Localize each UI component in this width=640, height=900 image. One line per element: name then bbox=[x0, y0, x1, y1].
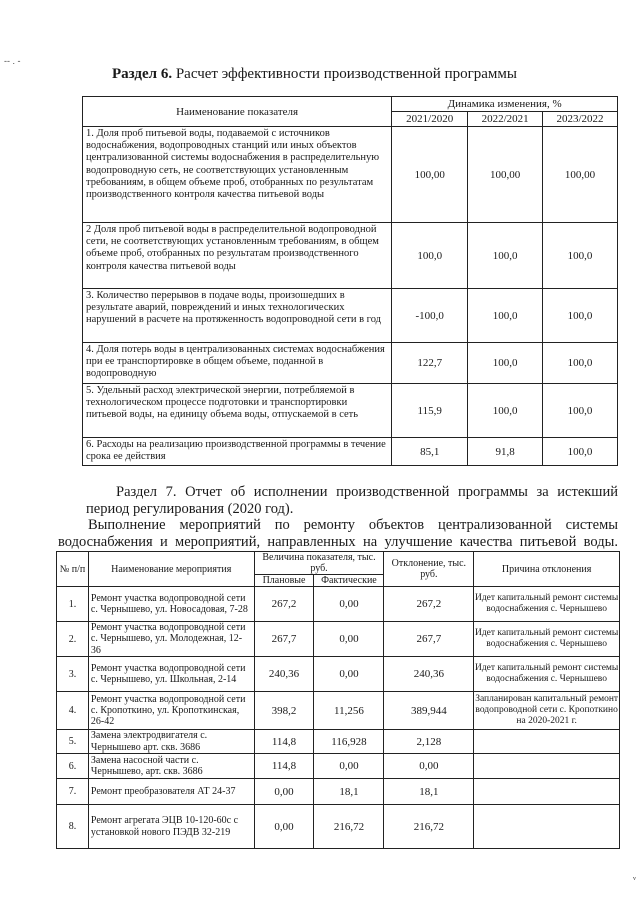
col-value-header: Величина показателя, тыс. руб. bbox=[254, 552, 384, 575]
planned-value: 398,2 bbox=[254, 692, 314, 730]
edge-mark: ᵥ bbox=[633, 871, 636, 882]
deviation-value: 240,36 bbox=[384, 657, 474, 692]
indicator-value: 100,0 bbox=[543, 223, 618, 289]
activity-name: Ремонт участка водопроводной сети с. Чернышево, ул. Молодежная, 12-36 bbox=[88, 622, 254, 657]
table-row bbox=[57, 754, 620, 779]
deviation-value: 18,1 bbox=[384, 779, 474, 805]
table-row bbox=[57, 805, 620, 849]
deviation-reason: Идет капитальный ремонт системы водоснабжения с. Чернышево bbox=[474, 622, 620, 657]
table-row bbox=[57, 587, 620, 622]
planned-value: 0,00 bbox=[254, 779, 314, 805]
col-indicator-header: Наименование показателя bbox=[83, 97, 392, 127]
indicator-name: 2 Доля проб питьевой воды в распределительной водопроводной сети, не соответствующих установленным требованиям, в общем объеме проб, отобранных по результатам производственного контроля качества питьевой воды bbox=[83, 223, 392, 289]
actual-value: 0,00 bbox=[314, 657, 384, 692]
table-row bbox=[57, 692, 620, 730]
indicator-value: 122,7 bbox=[392, 343, 468, 384]
table-row bbox=[83, 127, 618, 223]
section7-desc-line2: водоснабжения и мероприятий, направленных на улучшение качества питьевой воды. bbox=[58, 534, 618, 550]
indicator-value: 100,00 bbox=[468, 127, 543, 223]
indicator-name: 6. Расходы на реализацию производственной программы в течение срока ее действия bbox=[83, 438, 392, 466]
planned-value: 267,7 bbox=[254, 622, 314, 657]
indicator-value: 100,0 bbox=[468, 343, 543, 384]
indicator-name: 3. Количество перерывов в подаче воды, произошедших в результате аварий, повреждений и иных технологических нарушений в расчете на протяженность водопроводной сети в год bbox=[83, 289, 392, 343]
table-row bbox=[83, 438, 618, 466]
row-number: 8. bbox=[57, 805, 89, 849]
program-report-table bbox=[56, 551, 620, 849]
indicator-value: 100,0 bbox=[543, 343, 618, 384]
indicator-value: 100,0 bbox=[468, 384, 543, 438]
indicator-name: 1. Доля проб питьевой воды, подаваемой с источников водоснабжения, водопроводных станций или иных объектов централизованной системы водоснабжения в распределительную водопроводную сеть, не соответствующих установленным требованиям, в общем объеме проб, отобранных по результатам производственного контроля качества питьевой воды bbox=[83, 127, 392, 223]
deviation-reason: Запланирован капитальный ремонт водопроводной сети с. Кропоткино на 2020-2021 г. bbox=[474, 692, 620, 730]
section7-description bbox=[58, 517, 618, 551]
indicator-value: 100,0 bbox=[543, 438, 618, 466]
actual-value: 0,00 bbox=[314, 622, 384, 657]
row-number: 5. bbox=[57, 730, 89, 754]
indicator-value: 100,0 bbox=[543, 384, 618, 438]
planned-value: 114,8 bbox=[254, 754, 314, 779]
section7-desc-line1: Выполнение мероприятий по ремонту объектов централизованной системы bbox=[88, 517, 618, 533]
indicator-value: 100,00 bbox=[543, 127, 618, 223]
activity-name: Ремонт агрегата ЭЦВ 10-120-60с с установкой нового ПЭДВ 32-219 bbox=[88, 805, 254, 849]
activity-name: Ремонт участка водопроводной сети с. Чернышево, ул. Школьная, 2-14 bbox=[88, 657, 254, 692]
year-header: 2022/2021 bbox=[468, 112, 543, 127]
actual-value: 0,00 bbox=[314, 587, 384, 622]
actual-value: 11,256 bbox=[314, 692, 384, 730]
col-name-header: Наименование мероприятия bbox=[88, 552, 254, 587]
row-number: 3. bbox=[57, 657, 89, 692]
activity-name: Ремонт участка водопроводной сети с. Кропоткино, ул. Кропоткинская, 26-42 bbox=[88, 692, 254, 730]
deviation-reason bbox=[474, 730, 620, 754]
deviation-value: 0,00 bbox=[384, 754, 474, 779]
section7-title-line2: период регулирования (2020 год). bbox=[86, 501, 294, 517]
indicator-value: 100,0 bbox=[468, 289, 543, 343]
activity-name: Ремонт участка водопроводной сети с. Чернышево, ул. Новосадовая, 7-28 bbox=[88, 587, 254, 622]
activity-name: Замена насосной части с. Чернышево, арт. скв. 3686 bbox=[88, 754, 254, 779]
table-row bbox=[83, 289, 618, 343]
section7-title bbox=[86, 484, 618, 518]
row-number: 2. bbox=[57, 622, 89, 657]
col-planned-header: Плановые bbox=[254, 575, 314, 587]
col-actual-header: Фактические bbox=[314, 575, 384, 587]
corner-mark: -- . - bbox=[4, 56, 21, 66]
indicator-value: 100,0 bbox=[468, 223, 543, 289]
row-number: 1. bbox=[57, 587, 89, 622]
deviation-reason: Идет капитальный ремонт системы водоснабжения с. Чернышево bbox=[474, 657, 620, 692]
table-row bbox=[57, 622, 620, 657]
indicator-value: 115,9 bbox=[392, 384, 468, 438]
indicator-name: 4. Доля потерь воды в централизованных системах водоснабжения при ее транспортировке в общем объеме, поданной в водопроводную bbox=[83, 343, 392, 384]
indicator-name: 5. Удельный расход электрической энергии, потребляемой в технологическом процессе подготовки и транспортировки питьевой воды, на единицу объема воды, отпускаемой в сеть bbox=[83, 384, 392, 438]
deviation-reason bbox=[474, 754, 620, 779]
section6-title-text: Расчет эффективности производственной программы bbox=[175, 66, 517, 82]
table-row bbox=[83, 223, 618, 289]
indicator-value: -100,0 bbox=[392, 289, 468, 343]
col-dynamics-header: Динамика изменения, % bbox=[392, 97, 618, 112]
indicator-value: 91,8 bbox=[468, 438, 543, 466]
indicator-value: 100,00 bbox=[392, 127, 468, 223]
row-number: 7. bbox=[57, 779, 89, 805]
col-deviation-header: Отклонение, тыс. руб. bbox=[384, 552, 474, 587]
deviation-value: 389,944 bbox=[384, 692, 474, 730]
table-row bbox=[57, 657, 620, 692]
table-row bbox=[57, 779, 620, 805]
actual-value: 216,72 bbox=[314, 805, 384, 849]
deviation-value: 216,72 bbox=[384, 805, 474, 849]
col-reason-header: Причина отклонения bbox=[474, 552, 620, 587]
deviation-value: 267,7 bbox=[384, 622, 474, 657]
row-number: 6. bbox=[57, 754, 89, 779]
row-number: 4. bbox=[57, 692, 89, 730]
year-header: 2023/2022 bbox=[543, 112, 618, 127]
deviation-reason bbox=[474, 805, 620, 849]
indicator-value: 85,1 bbox=[392, 438, 468, 466]
year-header: 2021/2020 bbox=[392, 112, 468, 127]
deviation-reason: Идет капитальный ремонт системы водоснабжения с. Чернышево bbox=[474, 587, 620, 622]
section6-title bbox=[112, 66, 517, 83]
planned-value: 114,8 bbox=[254, 730, 314, 754]
actual-value: 116,928 bbox=[314, 730, 384, 754]
planned-value: 267,2 bbox=[254, 587, 314, 622]
col-no-header: № п/п bbox=[57, 552, 89, 587]
indicator-value: 100,0 bbox=[543, 289, 618, 343]
activity-name: Замена электродвигателя с. Чернышево арт. скв. 3686 bbox=[88, 730, 254, 754]
planned-value: 0,00 bbox=[254, 805, 314, 849]
table-row bbox=[57, 730, 620, 754]
actual-value: 0,00 bbox=[314, 754, 384, 779]
section7-title-line1: Раздел 7. Отчет об исполнении производственной программы за истекший bbox=[116, 484, 618, 500]
efficiency-table bbox=[82, 96, 618, 466]
actual-value: 18,1 bbox=[314, 779, 384, 805]
section6-title-number: Раздел 6. bbox=[112, 66, 173, 82]
table-row bbox=[83, 384, 618, 438]
table-row bbox=[83, 343, 618, 384]
deviation-value: 267,2 bbox=[384, 587, 474, 622]
activity-name: Ремонт преобразователя АТ 24-37 bbox=[88, 779, 254, 805]
planned-value: 240,36 bbox=[254, 657, 314, 692]
indicator-value: 100,0 bbox=[392, 223, 468, 289]
deviation-value: 2,128 bbox=[384, 730, 474, 754]
deviation-reason bbox=[474, 779, 620, 805]
